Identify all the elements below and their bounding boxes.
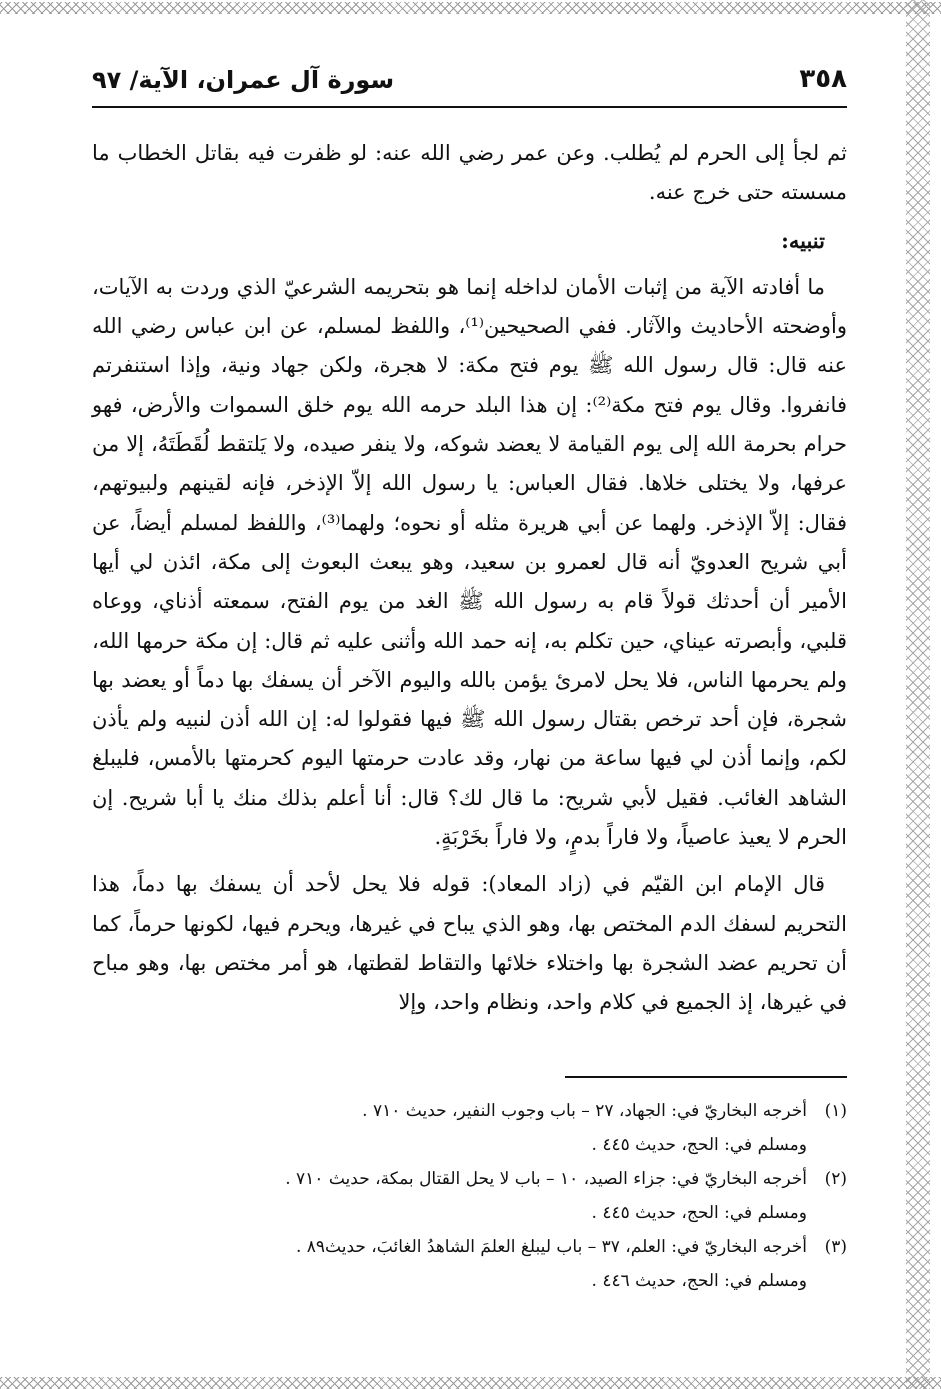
surah-title: سورة آل عمران، الآية/ ٩٧	[92, 66, 395, 94]
footnote-text: أخرجه البخاريّ في: الجهاد، ٢٧ – باب وجوب النفير، حديث ٧١٠ .	[362, 1101, 807, 1121]
running-head	[92, 60, 847, 108]
footnote-divider	[565, 1076, 847, 1078]
paragraph-1: ثم لجأ إلى الحرم لم يُطلب. وعن عمر رضي الله عنه: لو ظفرت فيه بقاتل الخطاب ما مسسته حتى خرج عنه.	[92, 141, 847, 205]
footnote-text: أخرجه البخاريّ في: جزاء الصيد، ١٠ – باب لا يحل القتال بمكة، حديث ٧١٠ .	[285, 1169, 807, 1189]
footnote-text: ومسلم في: الحج، حديث ٤٤٥ .	[591, 1203, 807, 1223]
decorative-top-border	[0, 2, 941, 14]
book-page	[92, 60, 847, 1370]
footnote-text: ومسلم في: الحج، حديث ٤٤٦ .	[591, 1271, 807, 1291]
paragraph-3: قال الإمام ابن القيّم في (زاد المعاد): قوله فلا يحل لأحد أن يسفك بها دماً، هذا التحريم لسفك الدم المختص بها، وهو الذي يباح في غيرها، ويحرم فيها، لكونها حرماً، كما أن تحريم عضد الشجرة بها واختلاء خلائها والتقاط لقطتها، هو أمر مختص بها، وهو مباح في غيرها، إذ الجميع في كلام واحد، ونظام واحد، وإلا	[92, 872, 847, 1015]
footnote-number: (١)	[824, 1101, 847, 1121]
decorative-right-border	[906, 0, 930, 1389]
paragraph-2: ما أفادته الآية من إثبات الأمان لداخله إنما هو بتحريمه الشرعيّ الذي وردت به الآيات، وأوضحته الأحاديث والآثار. ففي الصحيحين⁽¹⁾، واللفظ لمسلم، عن ابن عباس رضي الله عنه قال: قال رسول الله ﷺ يوم فتح مكة: لا هجرة، ولكن جهاد ونية، وإذا استنفرتم فانفروا. وقال يوم فتح مكة⁽²⁾: إن هذا البلد حرمه الله يوم خلق السموات والأرض، فهو حرام بحرمة الله إلى يوم القيامة لا يعضد شوكه، ولا ينفر صيده، ولا يَلتقط لُقَطَتَهُ، إلا من عرفها، ولا يختلى خلاها. فقال العباس: يا رسول الله إلاّ الإذخر، فإنه لقينهم ولبيوتهم، فقال: إلاّ الإذخر. ولهما عن أبي هريرة مثله أو نحوه؛ ولهما⁽³⁾، واللفظ لمسلم أيضاً، عن أبي شريح العدويّ أنه قال لعمرو بن سعيد، وهو يبعث البعوث إلى مكة، ائذن لي أيها الأمير أن أحدثك قولاً قام به رسول الله ﷺ الغد من يوم الفتح، سمعته أذناي، ووعاه قلبي، وأبصرته عيناي، حين تكلم به، إنه حمد الله وأثنى عليه ثم قال: إن مكة حرمها الله، ولم يحرمها الناس، فلا يحل لامرئ يؤمن بالله واليوم الآخر أن يسفك بها دماً أو يعضد بها شجرة، فإن أحد ترخص بقتال رسول الله ﷺ فيها فقولوا له: إن الله أذن لنبيه ولم يأذن لكم، وإنما أذن لي فيها ساعة من نهار، وقد عادت حرمتها اليوم كحرمتها بالأمس، فليبلغ الشاهد الغائب. فقيل لأبي شريح: ما قال لك؟ قال: أنا أعلم بذلك منك يا أبا شريح. إن الحرم لا يعيذ عاصياً، ولا فاراً بدمٍ، ولا فاراً بخَرْبَةٍ.	[92, 274, 848, 850]
footnote-text: أخرجه البخاريّ في: العلم، ٣٧ – باب ليبلغ العلمَ الشاهدُ الغائبَ، حديث٨٩ .	[295, 1237, 807, 1257]
footnote-number: (٣)	[824, 1237, 847, 1257]
footnote-3	[92, 1230, 847, 1298]
page-number: ٣٥٨	[799, 64, 847, 94]
section-heading: تنبيه:	[781, 227, 825, 253]
body-text	[92, 134, 847, 1023]
footnotes	[92, 1094, 847, 1298]
decorative-bottom-border	[0, 1377, 941, 1389]
footnote-text: ومسلم في: الحج، حديث ٤٤٥ .	[591, 1135, 807, 1155]
footnote-number: (٢)	[824, 1169, 847, 1189]
footnote-1	[92, 1094, 847, 1162]
footnote-2	[92, 1162, 847, 1230]
